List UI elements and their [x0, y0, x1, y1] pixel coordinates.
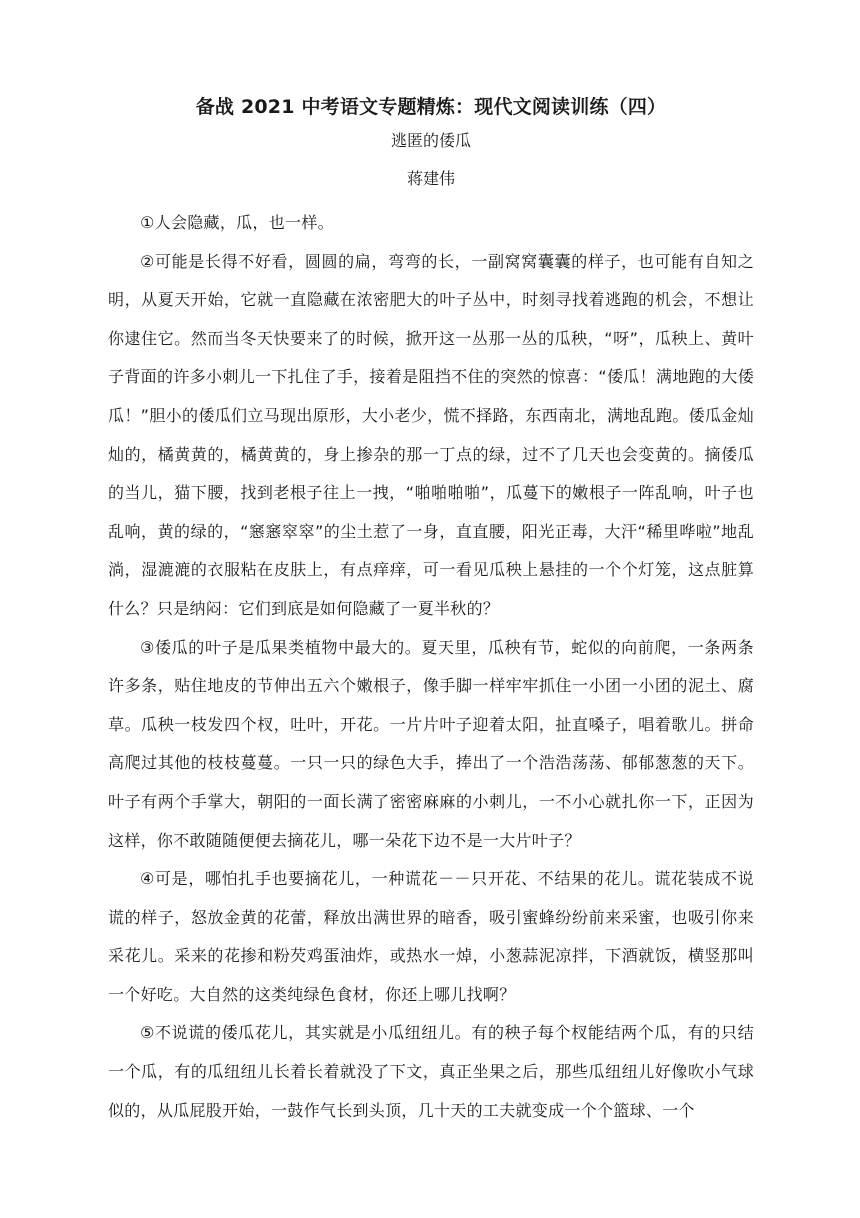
- document-title: 备战 2021 中考语文专题精炼：现代文阅读训练（四）: [195, 96, 667, 118]
- document-page: [108, 92, 754, 1130]
- paragraph-4: ④可是，哪怕扎手也要摘花儿，一种谎花－－只开花、不结果的花儿。谎花装成不说谎的样子，怒放金黄的花蕾，释放出满世界的暗香，吸引蜜蜂纷纷前来采蜜，也吸引你来采花儿。采来的花掺和粉芡鸡蛋油炸，或热水一焯，小葱蒜泥凉拌，下酒就饭，横竖那叫一个好吃。大自然的这类纯绿色食材，你还上哪儿找啊？: [108, 869, 754, 1004]
- article-title: 逃匿的倭瓜: [390, 131, 471, 150]
- paragraph-3: ③倭瓜的叶子是瓜果类植物中最大的。夏天里，瓜秧有节，蛇似的向前爬，一条两条许多条，贴住地皮的节伸出五六个嫩根子，像手脚一样牢牢抓住一小团一小团的泥土、腐草。瓜秧一枝发四个杈，吐叶，开花。一片片叶子迎着太阳，扯直嗓子，唱着歌儿。拼命高爬过其他的枝枝蔓蔓。一只一只的绿色大手，捧出了一个浩浩荡荡、郁郁葱葱的天下。叶子有两个手掌大，朝阳的一面长满了密密麻麻的小刺儿，一不小心就扎你一下，正因为这样，你不敢随随便便去摘花儿，哪一朵花下边不是一大片叶子？: [108, 637, 754, 850]
- paragraph-2: ②可能是长得不好看，圆圆的扁，弯弯的长，一副窝窝囊囊的样子，也可能有自知之明，从夏天开始，它就一直隐藏在浓密肥大的叶子丛中，时刻寻找着逃跑的机会，不想让你逮住它。然而当冬天快要来了的时候，掀开这一丛那一丛的瓜秧，“呀”，瓜秧上、黄叶子背面的许多小刺儿一下扎住了手，接着是阻挡不住的突然的惊喜：“倭瓜！满地跑的大倭瓜！”胆小的倭瓜们立马现出原形，大小老少，慌不择路，东西南北，满地乱跑。倭瓜金灿灿的，橘黄黄的，橘黄黄的，身上掺杂的那一丁点的绿，过不了几天也会变黄的。摘倭瓜的当儿，猫下腰，找到老根子往上一拽，“啪啪啪啪”，瓜蔓下的嫩根子一阵乱响，叶子也乱响，黄的绿的，“窸窸窣窣”的尘土惹了一身，直直腰，阳光正毒，大汗“稀里哗啦”地乱淌，湿漉漉的衣服粘在皮肤上，有点痒痒，可一看见瓜秧上悬挂的一个个灯笼，这点脏算什么？只是纳闷：它们到底是如何隐藏了一夏半秋的？: [108, 251, 754, 618]
- article-author: 蒋建伟: [406, 169, 455, 188]
- paragraph-1: ①人会隐藏，瓜，也一样。: [140, 213, 334, 232]
- paragraph-5: ⑤不说谎的倭瓜花儿，其实就是小瓜纽纽儿。有的秧子每个杈能结两个瓜，有的只结一个瓜，有的瓜纽纽儿长着长着就没了下文，真正坐果之后，那些瓜纽纽儿好像吹小气球似的，从瓜屁股开始，一鼓作气长到头顶，几十天的工夫就变成一个个篮球、一个: [108, 1023, 754, 1120]
